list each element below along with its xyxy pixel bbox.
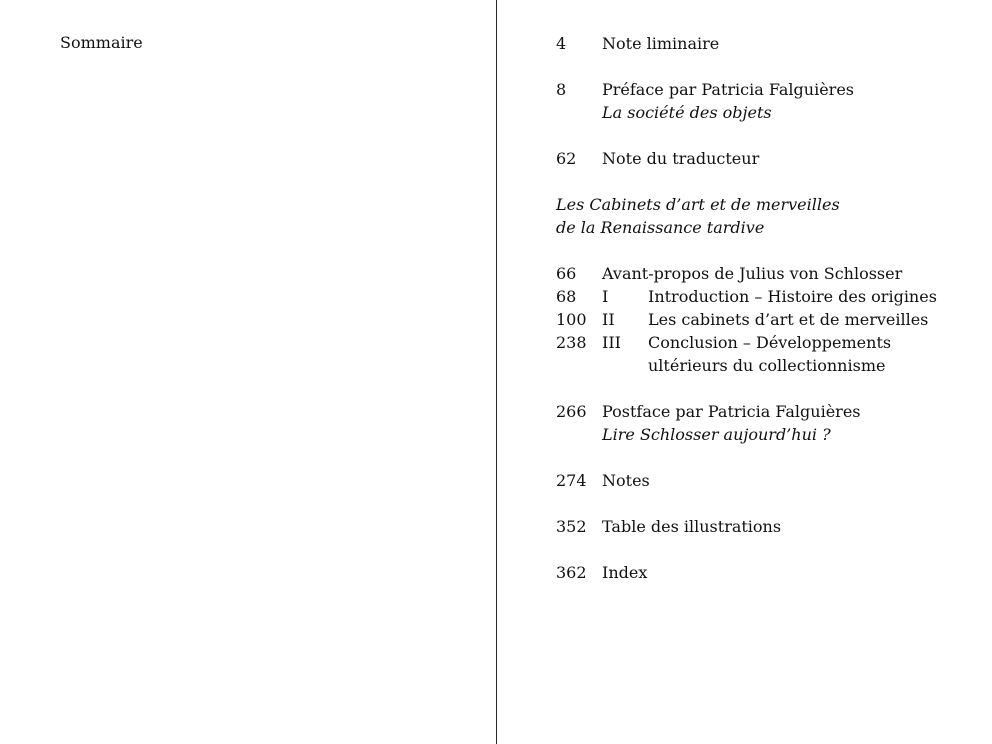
toc-entry-title: Notes xyxy=(602,471,650,490)
toc-page-number: 362 xyxy=(556,563,587,582)
chapter-numeral: II xyxy=(602,310,615,329)
toc-entry-subtitle: La société des objets xyxy=(602,103,772,122)
toc-entry-chapter-1[interactable] xyxy=(556,285,976,308)
toc-entry-chapter-3-continued xyxy=(556,354,976,377)
toc-page-number: 352 xyxy=(556,517,587,536)
section-heading-text: de la Renaissance tardive xyxy=(556,218,765,237)
toc-entry-index[interactable] xyxy=(556,561,976,584)
toc-entry-note-liminaire[interactable] xyxy=(556,32,976,55)
toc-entry-title: Postface par Patricia Falguières xyxy=(602,402,861,421)
toc-page-number: 68 xyxy=(556,287,577,306)
toc-entry-postface-subtitle xyxy=(556,423,976,446)
page-gutter-divider xyxy=(496,0,497,744)
toc-entry-postface[interactable] xyxy=(556,400,976,423)
toc-entry-preface-subtitle xyxy=(556,101,976,124)
toc-entry-title-continued: ultérieurs du collectionnisme xyxy=(648,356,886,375)
chapter-numeral: III xyxy=(602,333,621,352)
table-of-contents xyxy=(556,32,976,584)
toc-page-number: 4 xyxy=(556,34,567,53)
toc-entry-illustrations[interactable] xyxy=(556,515,976,538)
toc-entry-title: Préface par Patricia Falguières xyxy=(602,80,854,99)
toc-page-number: 274 xyxy=(556,471,587,490)
toc-entry-chapter-3[interactable] xyxy=(556,331,976,354)
toc-page-number: 62 xyxy=(556,149,577,168)
toc-page-number: 100 xyxy=(556,310,587,329)
toc-page-number: 8 xyxy=(556,80,567,99)
toc-page-number: 66 xyxy=(556,264,577,283)
toc-entry-title: Note du traducteur xyxy=(602,149,760,168)
toc-entry-avant-propos[interactable] xyxy=(556,262,976,285)
toc-entry-note-traducteur[interactable] xyxy=(556,147,976,170)
page-title: Sommaire xyxy=(60,33,143,52)
toc-entry-title: Note liminaire xyxy=(602,34,720,53)
toc-entry-title: Index xyxy=(602,563,648,582)
toc-page-number: 266 xyxy=(556,402,587,421)
chapter-numeral: I xyxy=(602,287,609,306)
toc-entry-title: Les cabinets d’art et de merveilles xyxy=(648,310,929,329)
toc-section-heading-line-2 xyxy=(556,216,976,239)
toc-entry-title: Avant-propos de Julius von Schlosser xyxy=(602,264,903,283)
toc-entry-chapter-2[interactable] xyxy=(556,308,976,331)
toc-entry-notes[interactable] xyxy=(556,469,976,492)
section-heading-text: Les Cabinets d’art et de merveilles xyxy=(556,195,840,214)
toc-entry-title: Introduction – Histoire des origines xyxy=(648,287,937,306)
toc-page-number: 238 xyxy=(556,333,587,352)
toc-entry-subtitle: Lire Schlosser aujourd’hui ? xyxy=(602,425,831,444)
toc-entry-preface[interactable] xyxy=(556,78,976,101)
toc-entry-title: Table des illustrations xyxy=(602,517,782,536)
toc-section-heading-line-1 xyxy=(556,193,976,216)
toc-entry-title: Conclusion – Développements xyxy=(648,333,892,352)
